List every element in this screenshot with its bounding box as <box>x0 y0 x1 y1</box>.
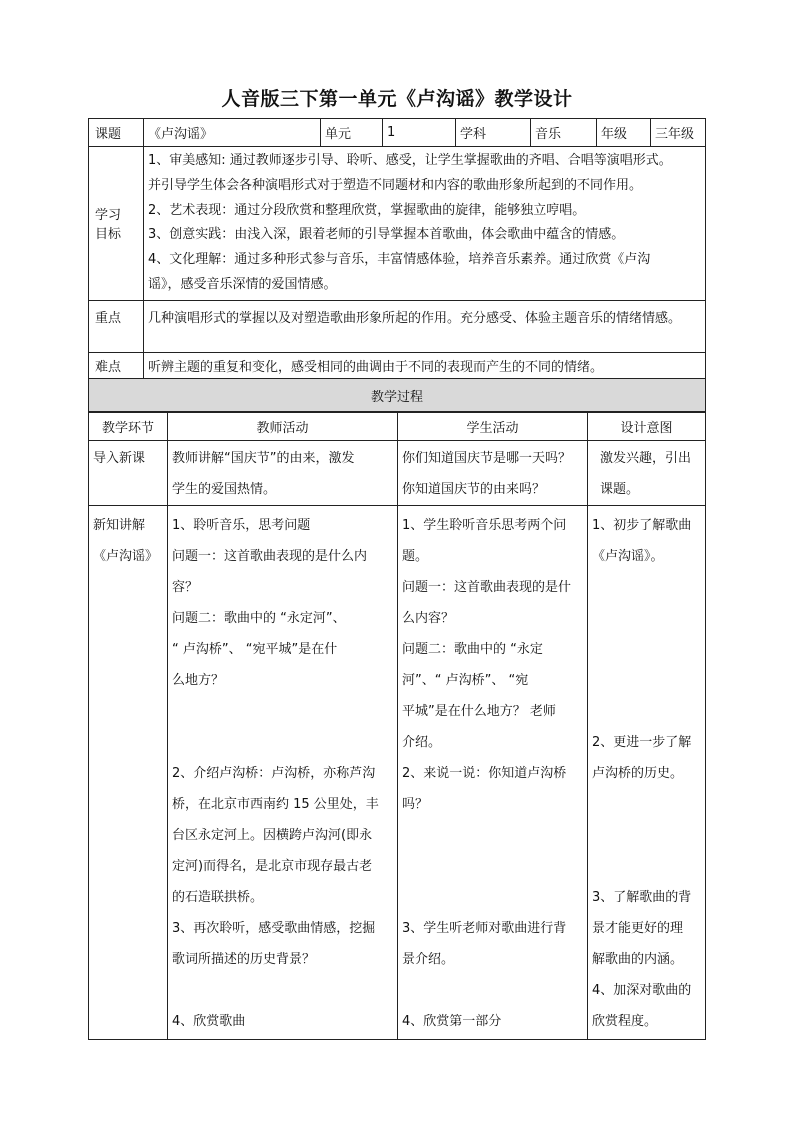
grade-value: 三年级 <box>651 119 706 147</box>
unit-value: 1 <box>383 119 456 147</box>
goal-line: 谣》，感受音乐深情的爱国情感。 <box>148 276 337 292</box>
topic-value: 《卢沟谣》 <box>144 119 321 147</box>
stage-cell: 新知讲解 《卢沟谣》 <box>89 506 168 1040</box>
header-stage: 教学环节 <box>89 412 168 441</box>
difficulty-label: 难点 <box>89 352 144 378</box>
subject-value: 音乐 <box>531 119 597 147</box>
process-section-header: 教学过程 <box>89 378 706 412</box>
lesson-info-table <box>88 118 706 413</box>
goal-line: 3、创意实践：由浅入深，跟着老师的引导掌握本首歌曲，体会歌曲中蕴含的情感。 <box>148 227 625 243</box>
header-intent: 设计意图 <box>588 412 706 441</box>
header-student: 学生活动 <box>398 412 588 441</box>
student-cell: 你们知道国庆节是哪一天吗？ 你知道国庆节的由来吗？ <box>398 441 588 506</box>
goal-line: 1、审美感知: 通过教师逐步引导、聆听、感受，让学生掌握歌曲的齐唱、合唱等演唱形式。 <box>148 153 672 168</box>
teacher-cell: 教师讲解“国庆节”的由来，激发 学生的爱国热情。 <box>168 441 398 506</box>
key-point-label: 重点 <box>89 300 144 352</box>
stage-cell: 导入新课 <box>89 441 168 506</box>
student-cell: 1、学生聆听音乐思考两个问 题。 问题一：这首歌曲表现的是什 么内容？ 问题二：歌曲中的 “永定 河”、“ 卢沟桥”、 “宛 平城”是在什么地方？ 老师 介绍。 2、来说一说：你知道卢沟桥 吗？ 3、学生听老师对歌曲进行背 景介绍。 4、欣赏第一部分 <box>398 506 588 1040</box>
teacher-cell: 1、聆听音乐，思考问题 问题一：这首歌曲表现的是什么内 容？ 问题二：歌曲中的 “永定河”、 “ 卢沟桥”、 “宛平城”是在什 么地方？ 2、介绍卢沟桥：卢沟桥，亦称芦沟 桥，在北京市西南约 15 公里处，丰 台区永定河上。因横跨卢沟河(即永 定河)而得名，是北京市现存最古老 的石造联拱桥。 3、再次聆听，感受歌曲情感，挖掘 歌词所描述的历史背景？ 4、欣赏歌曲 <box>168 506 398 1040</box>
grade-label: 年级 <box>597 119 651 147</box>
subject-label: 学科 <box>456 119 531 147</box>
table-row <box>89 441 706 506</box>
goal-line: 并引导学生体会各种演唱形式对于塑造不同题材和内容的歌曲形象所起到的不同作用。 <box>148 177 643 193</box>
key-point-value: 几种演唱形式的掌握以及对塑造歌曲形象所起的作用。充分感受、体验主题音乐的情绪情感。 <box>144 300 706 352</box>
header-teacher: 教师活动 <box>168 412 398 441</box>
learning-goals <box>144 147 706 301</box>
topic-label: 课题 <box>89 119 144 147</box>
teaching-process-table <box>88 411 706 1040</box>
difficulty-value: 听辨主题的重复和变化，感受相同的曲调由于不同的表现而产生的不同的情绪。 <box>144 352 706 378</box>
table-row <box>89 506 706 1040</box>
goal-line: 2、艺术表现：通过分段欣赏和整理欣赏，掌握歌曲的旋律，能够独立哼唱。 <box>148 202 586 218</box>
goals-label: 学习 目标 <box>89 147 144 301</box>
goal-line: 4、文化理解：通过多种形式参与音乐，丰富情感体验，培养音乐素养。通过欣赏《卢沟 <box>148 252 651 268</box>
intent-cell: 激发兴趣，引出 课题。 <box>588 441 706 506</box>
document-title: 人音版三下第一单元《卢沟谣》教学设计 <box>221 88 573 110</box>
unit-label: 单元 <box>321 119 383 147</box>
intent-cell: 1、初步了解歌曲 《卢沟谣》。 2、更进一步了解 卢沟桥的历史。 3、了解歌曲的背 景才能更好的理 解歌曲的内涵。 4、加深对歌曲的 欣赏程度。 <box>588 506 706 1040</box>
